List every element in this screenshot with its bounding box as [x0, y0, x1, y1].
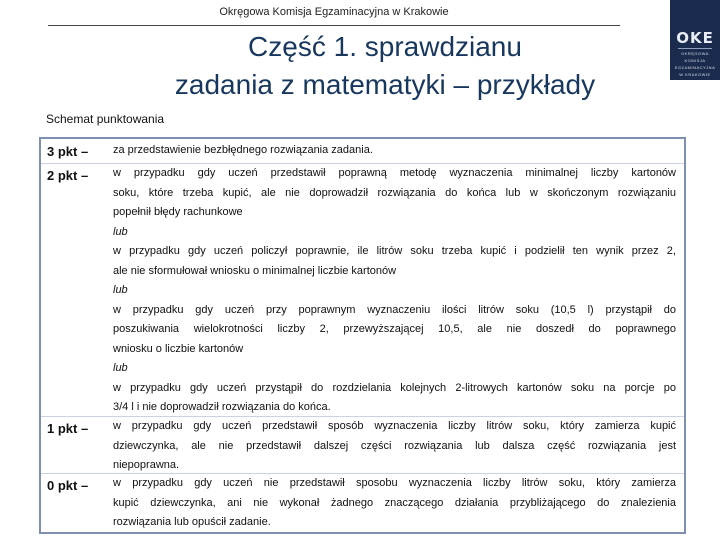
criteria-line: dziewczynka, ale nie przedstawił dalszej części rozwiązania lub dalsza część rozwiązania jest — [113, 439, 676, 452]
criteria-line: 3/4 l i nie doprowadził rozwiązania do końca. — [113, 401, 331, 413]
logo-divider — [678, 48, 712, 49]
header-divider — [48, 25, 620, 26]
criteria-line: ale nie sformułował wniosku o minimalnej liczbie kartonów — [113, 264, 397, 277]
criteria-line: w przypadku gdy uczeń przystąpił do rozdzielania kolejnych 2-litrowych kartonów soku na porcje po — [113, 381, 676, 394]
criteria-line: lub — [113, 225, 128, 238]
criteria-line: lub — [113, 284, 128, 296]
points-label: 1 pkt – — [47, 421, 89, 436]
criteria-line: soku, które trzeba kupić, ale nie doprowadził rozwiązania do końca lub w skończonym rozwiązaniu — [113, 186, 676, 199]
logo-mark: OKE — [676, 29, 714, 47]
points-label: 0 pkt – — [47, 478, 89, 493]
criteria-line: w przypadku gdy uczeń policzył poprawnie, ile litrów soku trzeba kupić i podzielił ten wynik przez 2, — [113, 245, 676, 257]
logo-text-3: EGZAMINACYJNA — [674, 65, 716, 70]
criteria-line: w przypadku gdy uczeń przy poprawnym wyznaczeniu ilości litrów soku (10,5 l) przystąpił do — [113, 303, 676, 316]
scoring-row-0 — [41, 473, 684, 528]
points-label: 3 pkt – — [47, 144, 89, 159]
title-line-1: Część 1. sprawdzianu — [248, 31, 522, 62]
criteria-line: lub — [113, 362, 128, 374]
criteria-line: kupić dziewczynka, ani nie wykonał żadnego znaczącego działania przybliżającego do znalezienia — [113, 496, 676, 509]
criteria-line: niepoprawna. — [113, 459, 180, 471]
criteria-text — [113, 164, 676, 418]
criteria-line: w przypadku gdy uczeń nie przedstawił sposobu wyznaczenia liczby litrów soku, który zamierza — [113, 477, 676, 489]
criteria-line: w przypadku gdy uczeń przedstawił sposób wyznaczenia liczby litrów soku, który zamierza kupić — [113, 420, 676, 432]
criteria-line: w przypadku gdy uczeń przedstawił poprawną metodę wyznaczenia minimalnej liczby kartonów — [113, 167, 676, 179]
organization-header: Okręgowa Komisja Egzaminacyjna w Krakowie — [219, 6, 449, 18]
scoring-table — [39, 137, 686, 534]
criteria-line: wniosku o liczbie kartonów — [113, 342, 244, 355]
criteria-line: rozwiązania lub opuścił zadanie. — [113, 516, 271, 528]
page-title — [100, 28, 670, 104]
criteria-line: za przedstawienie bezbłędnego rozwiązania zadania. — [113, 144, 373, 156]
criteria-text — [113, 417, 676, 476]
oke-logo — [670, 0, 720, 80]
logo-text-2: KOMISJA — [684, 58, 706, 63]
title-line-2: zadania z matematyki – przykłady — [174, 69, 596, 100]
logo-text-1: OKRĘGOWA — [681, 51, 709, 56]
scoring-row-2 — [41, 163, 684, 413]
points-label: 2 pkt – — [47, 168, 89, 183]
logo-text-4: W KRAKOWIE — [679, 72, 711, 77]
criteria-text — [113, 141, 676, 161]
scoring-row-1 — [41, 416, 684, 471]
criteria-line: popełnił błędy rachunkowe — [113, 206, 243, 218]
criteria-line: poszukiwania wielokrotności liczby 2, przewyższającej 10,5, ale nie doszedł do poprawnego — [113, 323, 676, 335]
criteria-text — [113, 474, 676, 533]
schema-label: Schemat punktowania — [46, 112, 165, 126]
